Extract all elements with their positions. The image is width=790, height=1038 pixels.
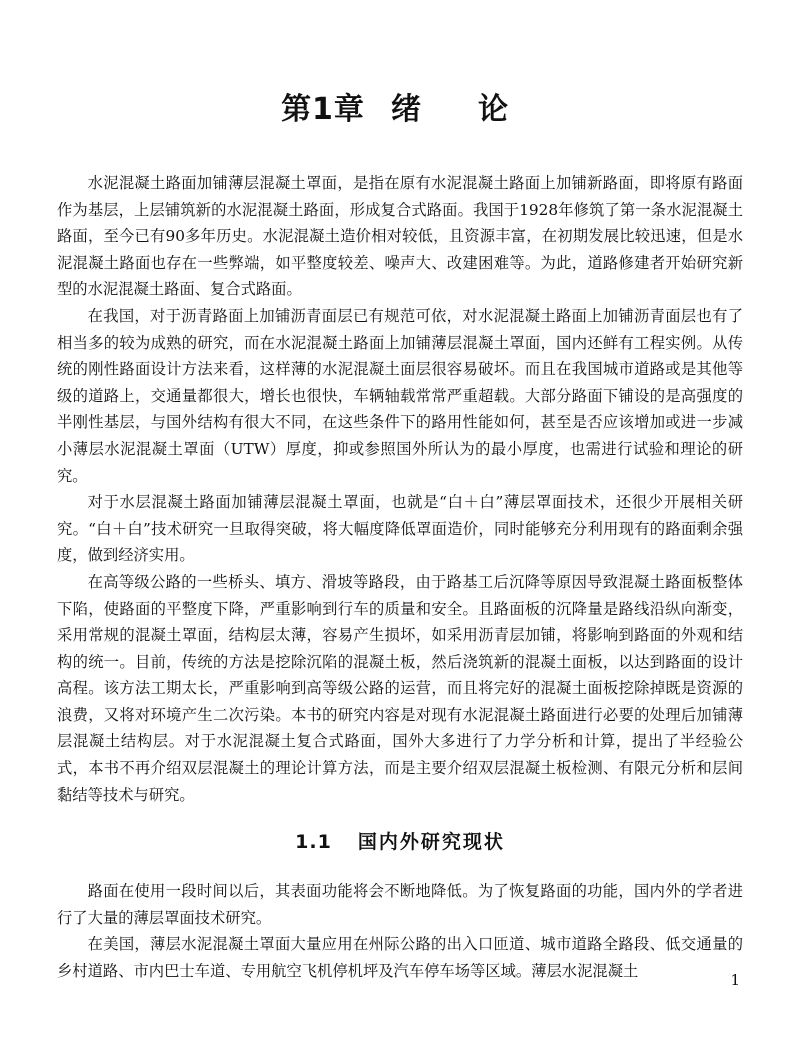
chapter-title-char-1: 绪 [390,92,422,128]
body-text [57,170,743,985]
paragraph: 水泥混凝土路面加铺薄层混凝土罩面，是指在原有水泥混凝土路面上加铺新路面，即将原有路面作为基层，上层铺筑新的水泥混凝土路面，形成复合式路面。我国于1928年修筑了第一条水泥混凝土路面，至今已有90多年历史。水泥混凝土造价相对较低，且资源丰富，在初期发展比较迅速，但是水泥混凝土路面也存在一些弊端，如平整度较差、噪声大、改建困难等。为此，道路修建者开始研究新型的水泥混凝土路面、复合式路面。 [57,174,743,299]
section-number: 1.1 [295,831,332,854]
chapter-title-char-2: 论 [477,92,509,128]
section-title: 国内外研究现状 [357,831,505,854]
paragraph: 对于水层混凝土路面加铺薄层混凝土罩面，也就是“白＋白”薄层罩面技术，还很少开展相关研究。“白＋白”技术研究一旦取得突破，将大幅度降低罩面造价，同时能够充分利用现有的路面剩余强度，做到经济实用。 [57,493,743,565]
section-heading [57,827,743,857]
page-number: 1 [730,971,740,989]
chapter-number: 第1章 [281,92,365,128]
paragraph: 在我国，对于沥青路面上加铺沥青面层已有规范可依，对水泥混凝土路面上加铺沥青面层也有了相当多的较为成熟的研究，而在水泥混凝土路面上加铺薄层混凝土罩面，国内还鲜有工程实例。从传统的刚性路面设计方法来看，这样薄的水泥混凝土面层很容易破坏。而且在我国城市道路或是其他等级的道路上，交通量都很大，增长也很快，车辆轴载常常严重超载。大部分路面下铺设的是高强度的半刚性基层，与国外结构有很大不同，在这些条件下的路用性能如何，甚至是否应该增加或进一步减小薄层水泥混凝土罩面（UTW）厚度，抑或参照国外所认为的最小厚度，也需进行试验和理论的研究。 [57,306,743,485]
paragraph: 在高等级公路的一些桥头、填方、滑坡等路段，由于路基工后沉降等原因导致混凝土路面板整体下陷，使路面的平整度下降，严重影响到行车的质量和安全。且路面板的沉降量是路线沿纵向渐变，采用常规的混凝土罩面，结构层太薄，容易产生损坏，如采用沥青层加铺，将影响到路面的外观和结构的统一。目前，传统的方法是挖除沉陷的混凝土板，然后浇筑新的混凝土面板，以达到路面的设计高程。该方法工期太长，严重影响到高等级公路的运营，而且将完好的混凝土面板挖除掉既是资源的浪费，又将对环境产生二次污染。本书的研究内容是对现有水泥混凝土路面进行必要的处理后加铺薄层混凝土结构层。对于水泥混凝土复合式路面，国外大多进行了力学分析和计算，提出了半经验公式，本书不再介绍双层混凝土的理论计算方法，而是主要介绍双层混凝土板检测、有限元分析和层间黏结等技术与研究。 [57,572,743,804]
paragraph: 在美国，薄层水泥混凝土罩面大量应用在州际公路的出入口匝道、城市道路全路段、低交通量的乡村道路、市内巴士车道、专用航空飞机停机坪及汽车停车场等区域。薄层水泥混凝土 [57,935,743,981]
paragraph: 路面在使用一段时间以后，其表面功能将会不断地降低。为了恢复路面的功能，国内外的学者进行了大量的薄层罩面技术研究。 [57,882,743,927]
chapter-title [0,90,790,130]
